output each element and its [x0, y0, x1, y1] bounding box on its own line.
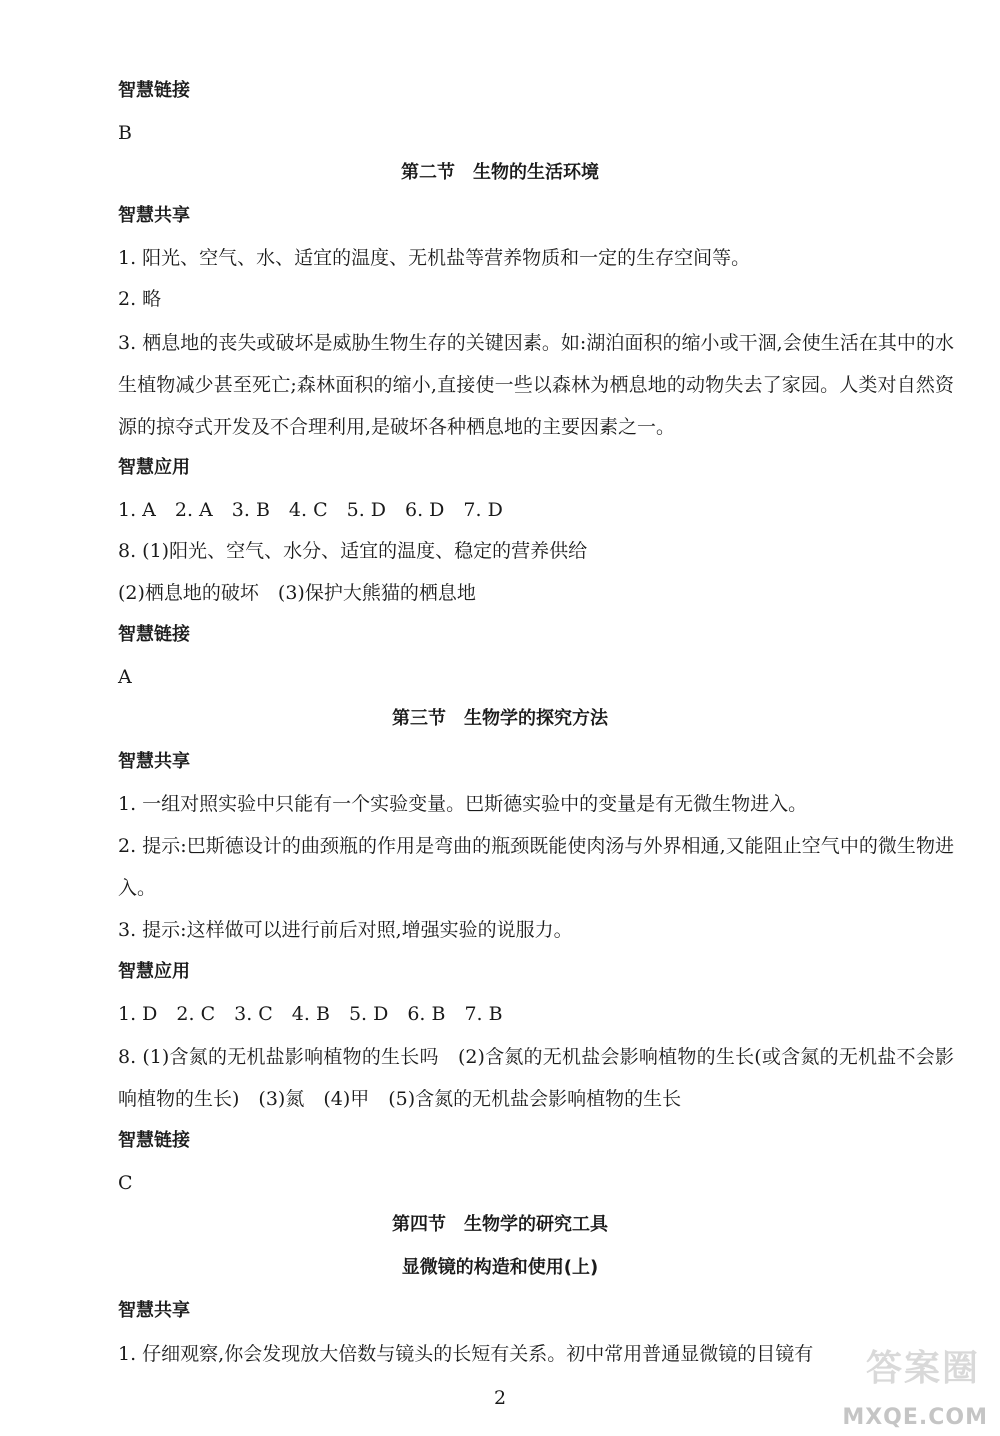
section-title: 第三节 生物学的探究方法 [392, 708, 608, 729]
answer-paragraph: 8. (1)含氮的无机盐影响植物的生长吗 (2)含氮的无机盐会影响植物的生长(或含氮的无机盐不会影响植物的生长) (3)氮 (4)甲 (5)含氮的无机盐会影响植物的生长 [118, 1046, 954, 1110]
answer-text: B [118, 122, 132, 144]
answer-item: 1. 一组对照实验中只能有一个实验变量。巴斯德实验中的变量是有无微生物进入。 [118, 793, 808, 815]
answer-text: A [118, 666, 132, 688]
answer-item: 8. (1)阳光、空气、水分、适宜的温度、稳定的营养供给 [118, 540, 588, 562]
answer-item: 1. 仔细观察,你会发现放大倍数与镜头的长短有关系。初中常用普通显微镜的目镜有 [118, 1343, 814, 1365]
section-heading-link: 智慧链接 [118, 624, 190, 645]
watermark-logo [808, 1340, 988, 1430]
watermark-logo-text: 答案圈 [865, 1348, 980, 1389]
section-heading-apply: 智慧应用 [118, 457, 190, 478]
answer-item: (2)栖息地的破坏 (3)保护大熊猫的栖息地 [118, 582, 476, 604]
section-heading-link: 智慧链接 [118, 1130, 190, 1151]
section-title: 第二节 生物的生活环境 [401, 162, 599, 183]
answer-paragraph: 3. 栖息地的丧失或破坏是威胁生物生存的关键因素。如:湖泊面积的缩小或干涸,会使生活在其中的水生植物减少甚至死亡;森林面积的缩小,直接使一些以森林为栖息地的动物失去了家园。人类对自然资源的掠夺式开发及不合理利用,是破坏各种栖息地的主要因素之一。 [118, 332, 954, 438]
page-number: 2 [493, 1387, 507, 1409]
answer-item: 1. A 2. A 3. B 4. C 5. D 6. D 7. D [118, 499, 503, 521]
answer-item: 2. 略 [118, 288, 162, 310]
answer-item: 1. D 2. C 3. C 4. B 5. D 6. B 7. B [118, 1003, 503, 1025]
section-heading-link: 智慧链接 [118, 80, 190, 101]
section-title: 第四节 生物学的研究工具 [392, 1214, 608, 1235]
section-subtitle: 显微镜的构造和使用(上) [401, 1257, 599, 1278]
section-heading-apply: 智慧应用 [118, 961, 190, 982]
answer-paragraph: 2. 提示:巴斯德设计的曲颈瓶的作用是弯曲的瓶颈既能使肉汤与外界相通,又能阻止空气中的微生物进入。 [118, 835, 954, 899]
answer-item: 1. 阳光、空气、水、适宜的温度、无机盐等营养物质和一定的生存空间等。 [118, 247, 751, 269]
answer-item: 3. 提示:这样做可以进行前后对照,增强实验的说服力。 [118, 919, 573, 941]
section-heading-share: 智慧共享 [118, 205, 190, 226]
answer-text: C [118, 1172, 133, 1194]
watermark-site-text: MXQE.COM [842, 1405, 988, 1430]
section-heading-share: 智慧共享 [118, 1300, 190, 1321]
section-heading-share: 智慧共享 [118, 751, 190, 772]
